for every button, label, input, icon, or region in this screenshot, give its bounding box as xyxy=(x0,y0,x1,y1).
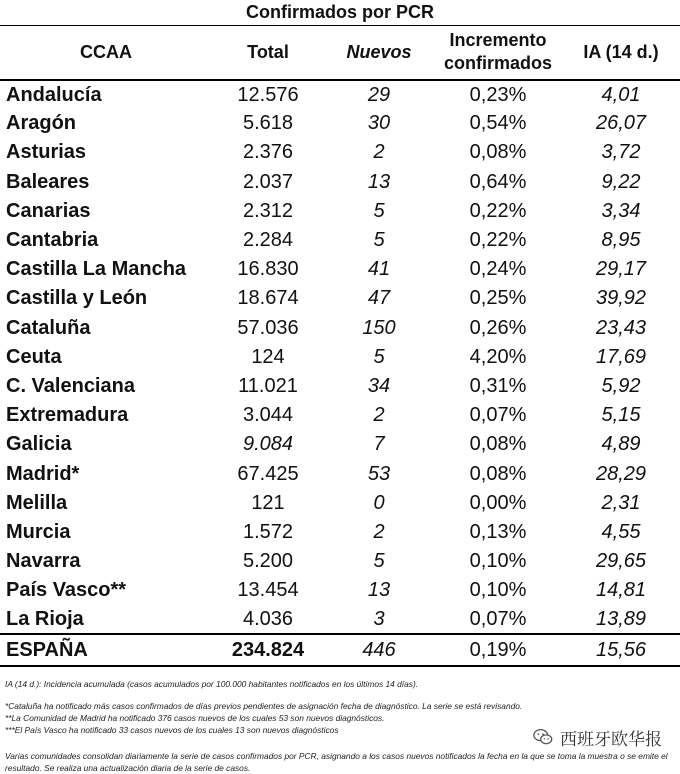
table-row xyxy=(0,371,680,400)
ccaa-cell: Murcia xyxy=(6,520,71,543)
total-cell: 2.037 xyxy=(242,170,294,193)
total-cell: 2.376 xyxy=(242,141,294,164)
total-cell: 12.576 xyxy=(237,83,299,106)
table-row xyxy=(0,547,680,576)
nuevos-cell: 5 xyxy=(373,199,385,222)
incremento-cell: 0,08% xyxy=(469,141,527,164)
nuevos-cell: 5 xyxy=(373,345,385,368)
header-incremento xyxy=(434,26,562,80)
total-cell: 57.036 xyxy=(237,316,299,339)
ccaa-cell: Madrid* xyxy=(6,462,80,485)
ccaa-cell: Ceuta xyxy=(6,345,62,368)
footnote-pais-vasco: ***El País Vasco ha notificado 33 casos nuevos de los cuales 13 son nuevos diagnósticos xyxy=(5,725,339,735)
ia-cell: 39,92 xyxy=(595,287,647,310)
ccaa-cell: Melilla xyxy=(6,491,68,514)
ccaa-cell: Castilla La Mancha xyxy=(6,258,187,281)
total-cell: 2.312 xyxy=(242,199,294,222)
ia-cell: 9,22 xyxy=(601,170,641,193)
ccaa-cell: Galicia xyxy=(6,433,72,456)
nuevos-cell: 0 xyxy=(373,491,385,514)
ccaa-cell: Aragón xyxy=(6,112,76,135)
ccaa-cell: Extremadura xyxy=(6,404,129,427)
nuevos-cell: 7 xyxy=(373,433,385,456)
total-cell: 3.044 xyxy=(242,404,294,427)
incremento-cell: 0,26% xyxy=(469,316,527,339)
nuevos-cell: 13 xyxy=(367,170,391,193)
incremento-cell: 0,64% xyxy=(469,170,527,193)
table-row xyxy=(0,196,680,225)
header-row xyxy=(0,26,680,80)
incremento-cell: 0,07% xyxy=(469,404,527,427)
incremento-cell: 0,08% xyxy=(469,433,527,456)
nuevos-cell: 34 xyxy=(367,374,391,397)
ccaa-cell: Navarra xyxy=(6,550,81,573)
incremento-cell: 0,23% xyxy=(469,83,527,106)
total-cell: 121 xyxy=(251,491,285,514)
total-row-total: 234.824 xyxy=(212,634,324,666)
ia-cell: 26,07 xyxy=(595,112,647,135)
ccaa-cell: C. Valenciana xyxy=(6,374,135,397)
total-row-ccaa: ESPAÑA xyxy=(0,634,212,666)
table-row xyxy=(0,109,680,138)
nuevos-cell: 2 xyxy=(373,141,385,164)
incremento-cell: 0,22% xyxy=(469,229,527,252)
table-row xyxy=(0,80,680,109)
ccaa-cell: Canarias xyxy=(6,199,91,222)
ccaa-cell: Cantabria xyxy=(6,229,99,252)
table-row xyxy=(0,488,680,517)
total-cell: 2.284 xyxy=(242,229,294,252)
ia-cell: 3,72 xyxy=(601,141,641,164)
nuevos-cell: 3 xyxy=(373,607,385,630)
table-row xyxy=(0,225,680,254)
ia-cell: 4,55 xyxy=(601,520,641,543)
incremento-cell: 0,08% xyxy=(469,462,527,485)
nuevos-cell: 5 xyxy=(373,550,385,573)
header-ia: IA (14 d.) xyxy=(562,26,680,80)
ia-cell: 17,69 xyxy=(595,345,647,368)
nuevos-cell: 5 xyxy=(373,229,385,252)
ia-cell: 5,15 xyxy=(601,404,641,427)
watermark-text: 西班牙欧华报 xyxy=(560,729,662,750)
header-incremento-line2: confirmados xyxy=(443,53,553,74)
table-row xyxy=(0,167,680,196)
ccaa-cell: Andalucía xyxy=(6,83,102,106)
total-cell: 1.572 xyxy=(242,520,294,543)
table-row xyxy=(0,605,680,634)
nuevos-cell: 30 xyxy=(367,112,391,135)
total-cell: 9.084 xyxy=(242,433,294,456)
table-row xyxy=(0,430,680,459)
ia-cell: 13,89 xyxy=(595,607,647,630)
ccaa-cell: La Rioja xyxy=(6,607,84,630)
ccaa-cell: Baleares xyxy=(6,170,90,193)
incremento-cell: 0,10% xyxy=(469,550,527,573)
ia-cell: 2,31 xyxy=(601,491,641,514)
incremento-cell: 0,25% xyxy=(469,287,527,310)
wechat-icon xyxy=(532,726,554,748)
ia-cell: 23,43 xyxy=(595,316,647,339)
ccaa-cell: Asturias xyxy=(6,141,87,164)
total-row-nuevos: 446 xyxy=(324,634,434,666)
table-row xyxy=(0,342,680,371)
incremento-cell: 4,20% xyxy=(469,345,527,368)
total-cell: 16.830 xyxy=(237,258,299,281)
total-cell: 4.036 xyxy=(242,607,294,630)
nuevos-cell: 41 xyxy=(367,258,391,281)
table-row xyxy=(0,401,680,430)
ia-cell: 29,17 xyxy=(595,258,647,281)
total-cell: 18.674 xyxy=(237,287,299,310)
table-row xyxy=(0,255,680,284)
ia-cell: 4,89 xyxy=(601,433,641,456)
watermark xyxy=(528,724,666,750)
page-title: Confirmados por PCR xyxy=(245,2,434,22)
table-row xyxy=(0,576,680,605)
ia-cell: 28,29 xyxy=(595,462,647,485)
nuevos-cell: 150 xyxy=(362,316,396,339)
table-row xyxy=(0,459,680,488)
total-cell: 13.454 xyxy=(237,579,299,602)
table-row xyxy=(0,138,680,167)
total-cell: 67.425 xyxy=(237,462,299,485)
total-cell: 11.021 xyxy=(238,374,298,397)
total-row-incremento: 0,19% xyxy=(434,634,562,666)
incremento-cell: 0,00% xyxy=(469,491,527,514)
total-cell: 5.200 xyxy=(242,550,294,573)
incremento-cell: 0,07% xyxy=(469,607,527,630)
incremento-cell: 0,22% xyxy=(469,199,527,222)
pcr-table xyxy=(0,25,680,667)
ccaa-cell: Cataluña xyxy=(6,316,91,339)
nuevos-cell: 29 xyxy=(367,83,391,106)
header-nuevos: Nuevos xyxy=(324,26,434,80)
incremento-cell: 0,31% xyxy=(469,374,527,397)
total-row xyxy=(0,634,680,666)
table-row xyxy=(0,517,680,546)
ia-cell: 5,92 xyxy=(601,374,641,397)
incremento-cell: 0,24% xyxy=(469,258,527,281)
header-ccaa: CCAA xyxy=(0,26,212,80)
ia-cell: 8,95 xyxy=(601,229,641,252)
ia-cell: 29,65 xyxy=(595,550,647,573)
nuevos-cell: 47 xyxy=(367,287,391,310)
total-cell: 124 xyxy=(251,345,285,368)
incremento-cell: 0,10% xyxy=(469,579,527,602)
footnote-ia: IA (14 d.): Incidencia acumulada (casos acumulados por 100.000 habitantes notificados en los últimos 14 días). xyxy=(5,679,419,689)
table-row xyxy=(0,284,680,313)
nuevos-cell: 2 xyxy=(373,404,385,427)
ia-cell: 14,81 xyxy=(595,579,647,602)
footnote-madrid: **La Comunidad de Madrid ha notificado 376 casos nuevos de los cuales 53 son nuevos diagnósticos. xyxy=(5,713,385,723)
incremento-cell: 0,54% xyxy=(469,112,527,135)
footnote-general: Varias comunidades consolidan diariamente la serie de casos confirmados por PCR, asignando a los casos nuevos notificados la fecha en la que se toma la muestra o se emite el resultado. Se realiza una actualización diaria de la serie de casos. xyxy=(5,751,668,773)
ia-cell: 4,01 xyxy=(601,83,641,106)
header-total: Total xyxy=(212,26,324,80)
table-body xyxy=(0,80,680,635)
incremento-cell: 0,13% xyxy=(469,520,527,543)
ccaa-cell: País Vasco** xyxy=(6,579,127,602)
ia-cell: 3,34 xyxy=(601,199,641,222)
header-incremento-line1: Incremento xyxy=(449,30,547,51)
nuevos-cell: 13 xyxy=(367,579,391,602)
ccaa-cell: Castilla y León xyxy=(6,287,148,310)
table-row xyxy=(0,313,680,342)
nuevos-cell: 53 xyxy=(367,462,391,485)
nuevos-cell: 2 xyxy=(373,520,385,543)
total-cell: 5.618 xyxy=(242,112,294,135)
footnote-cataluna: *Cataluña ha notificado más casos confirmados de días previos pendientes de asignación fecha de diagnóstico. La serie se está revisando. xyxy=(5,701,523,711)
total-row-ia: 15,56 xyxy=(562,634,680,666)
